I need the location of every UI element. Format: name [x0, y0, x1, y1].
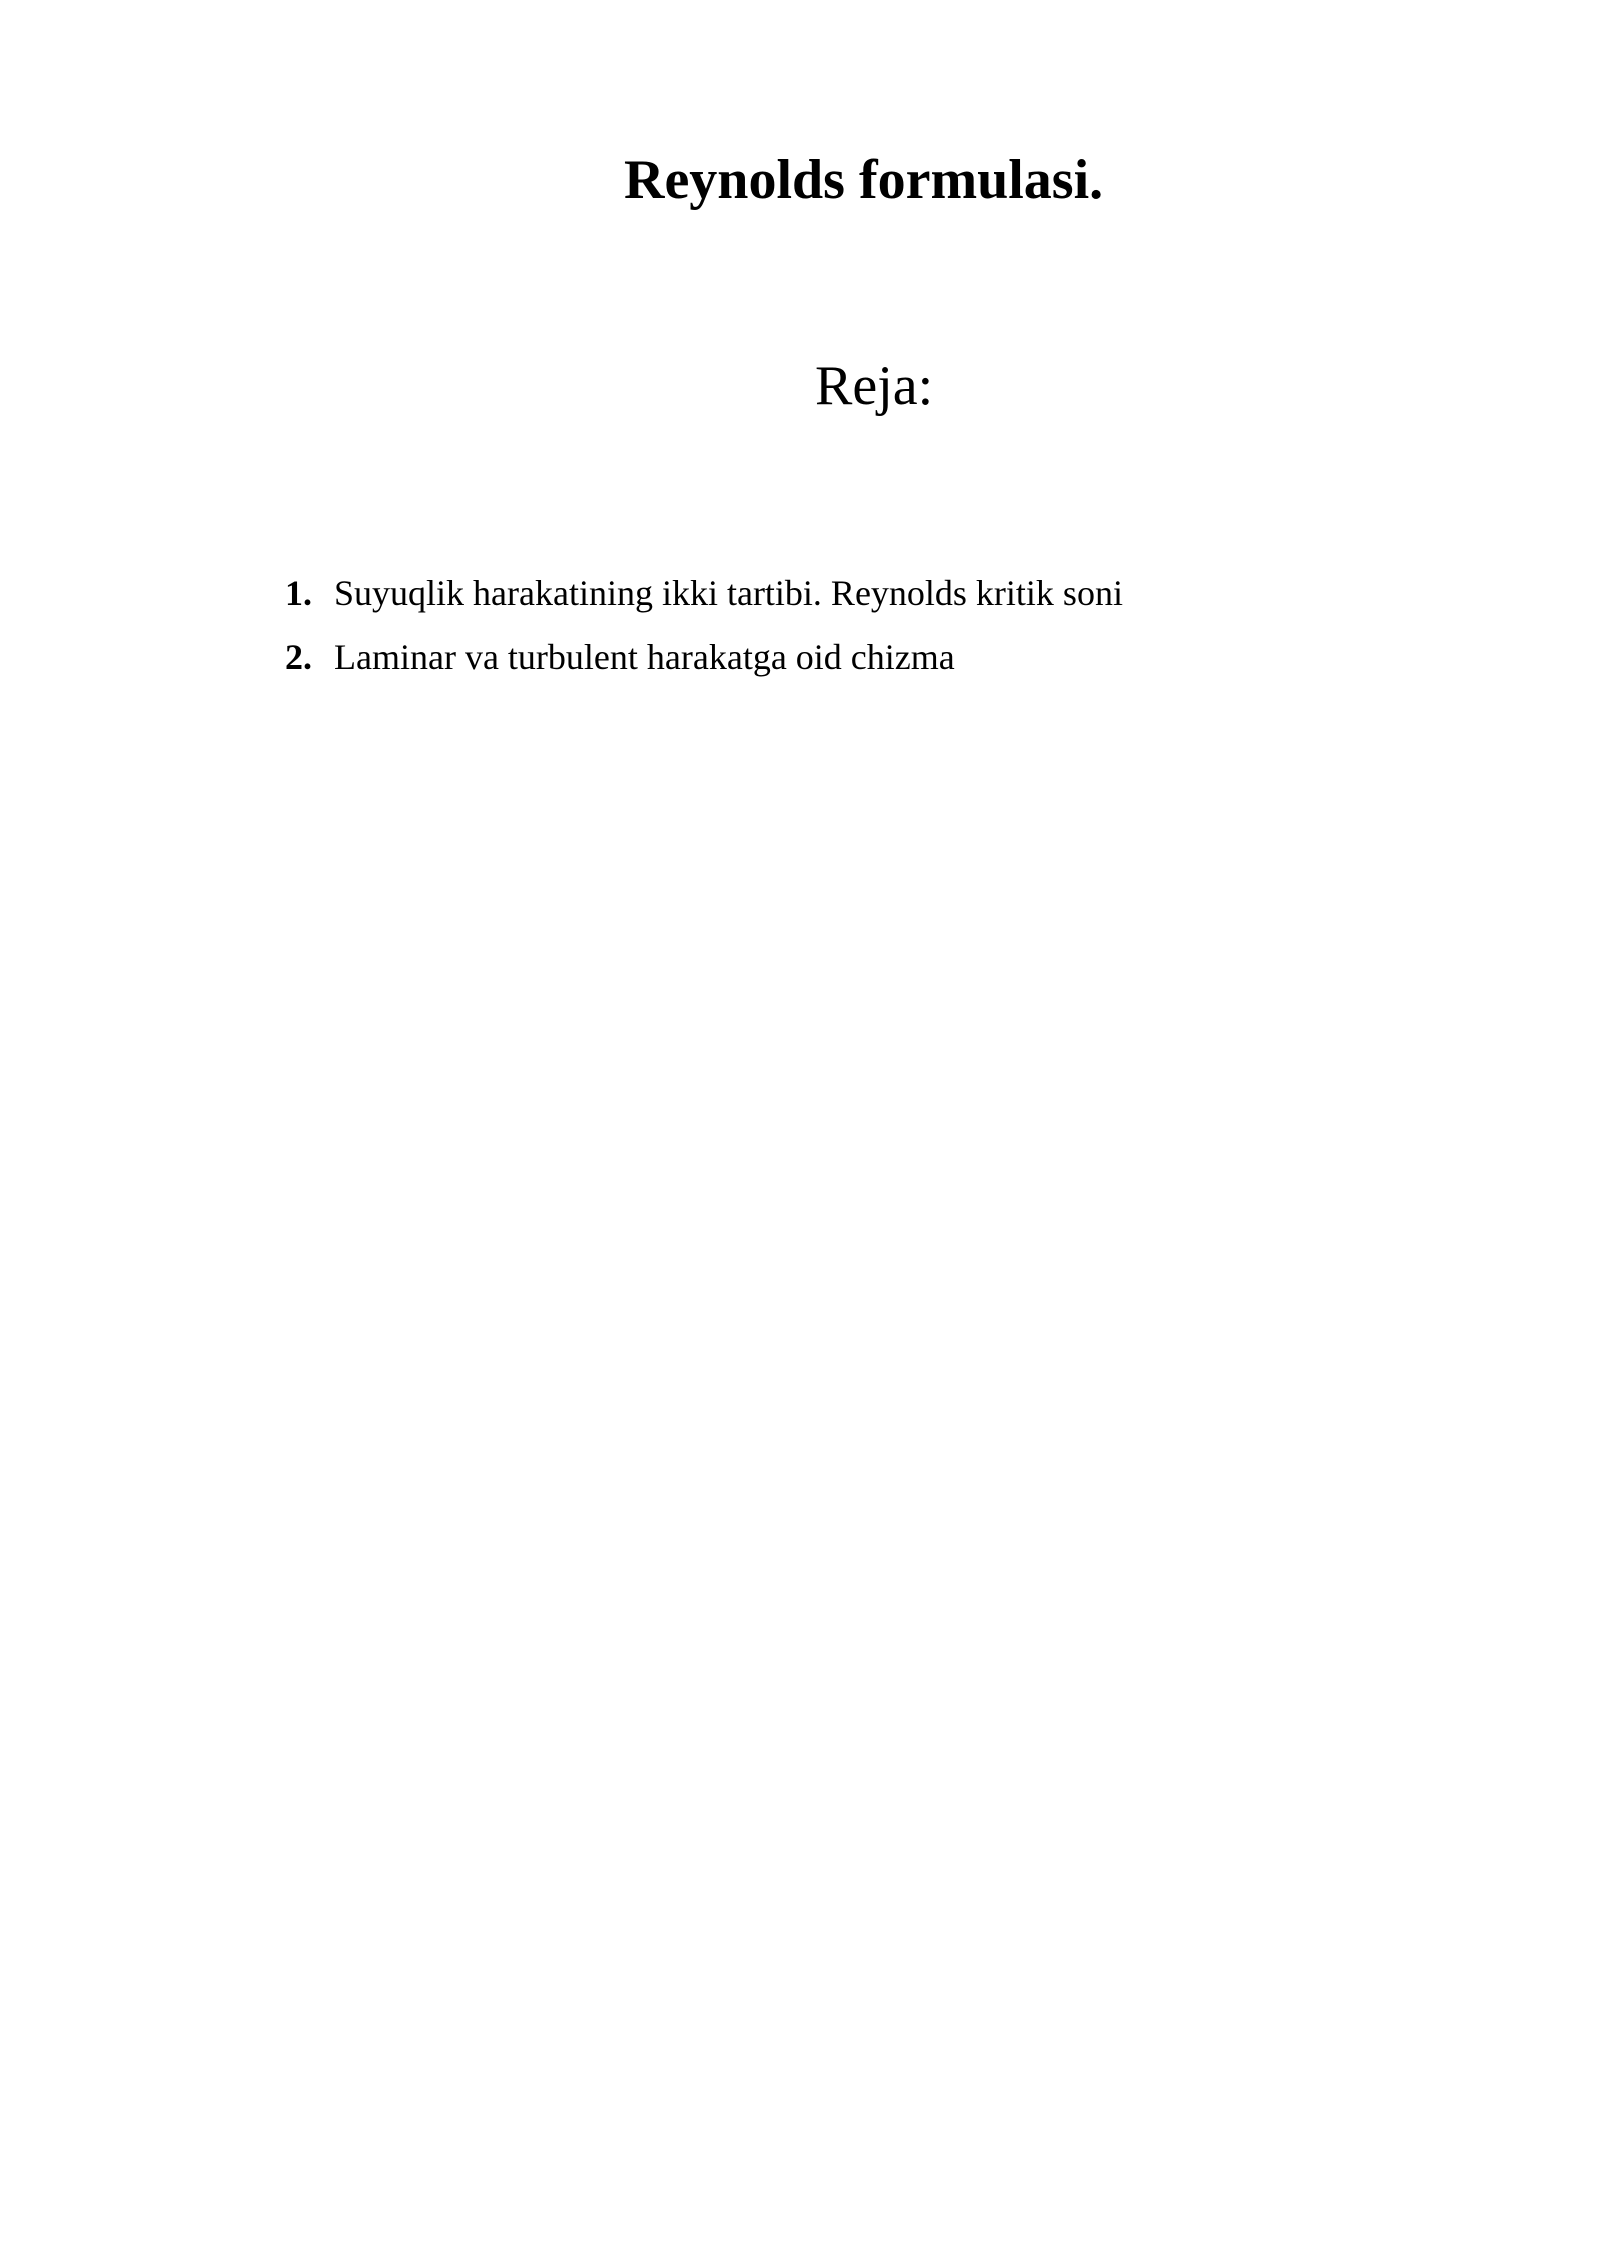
document-title: Reynolds formulasi.: [624, 149, 1104, 211]
plan-item-number: 2.: [285, 637, 312, 677]
plan-list-item: [285, 561, 1123, 625]
plan-list: [285, 561, 1123, 689]
plan-list-item: [285, 625, 1123, 689]
plan-item-text: Suyuqlik harakatining ikki tartibi. Reynolds kritik soni: [334, 573, 1123, 613]
plan-item-number: 1.: [285, 573, 312, 613]
plan-heading: Reja:: [815, 355, 934, 417]
plan-item-text: Laminar va turbulent harakatga oid chizma: [334, 637, 955, 677]
